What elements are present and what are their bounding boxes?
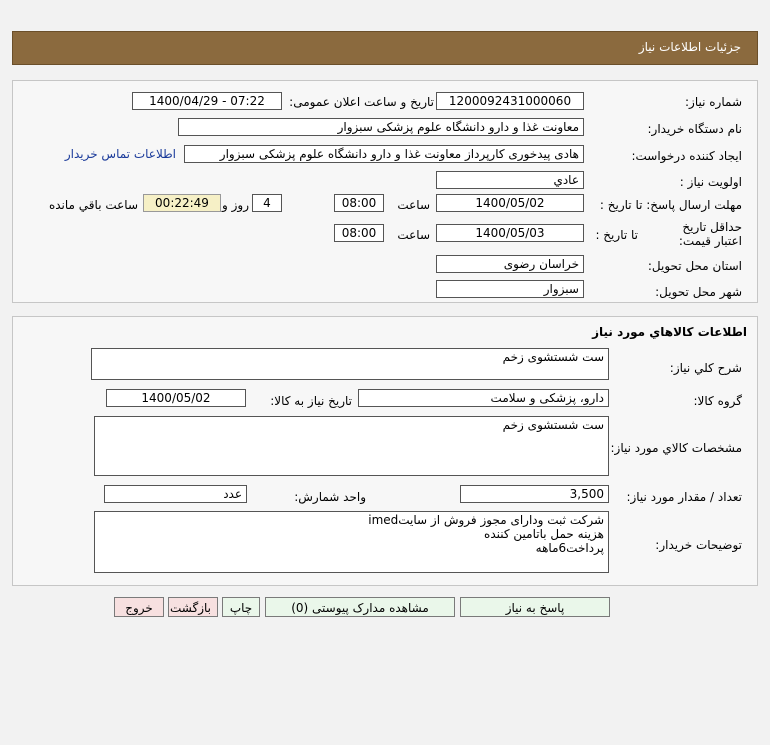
specs-label: مشخصات كالاي مورد نياز: [610, 441, 742, 455]
city-label: شهر محل تحویل: [655, 285, 742, 299]
price-validity-label [652, 220, 742, 248]
unit-label: واحد شمارش: [294, 490, 366, 504]
price-date-field: 1400/05/03 [436, 224, 584, 242]
priority-label: اولویت نیاز : [679, 175, 742, 189]
requester-label: ایجاد کننده درخواست: [631, 149, 742, 163]
need-number-field: 1200092431000060 [436, 92, 584, 110]
reply-time-field: 08:00 [334, 194, 384, 212]
specs-field: ست شستشوی زخم [94, 416, 609, 476]
quantity-label: تعداد / مقدار مورد نیاز: [626, 490, 742, 504]
goods-section-title: اطلاعات كالاهاي مورد نياز [592, 325, 747, 339]
province-field: خراسان رضوی [436, 255, 584, 273]
days-label: روز و [222, 198, 249, 212]
price-time-field: 08:00 [334, 224, 384, 242]
city-field: سبزوار [436, 280, 584, 298]
need-info-panel [12, 80, 758, 303]
price-to-date-label: تا تاریخ : [595, 228, 638, 242]
remaining-days-field: 4 [252, 194, 282, 212]
buyer-notes-label: توضیحات خریدار: [655, 538, 742, 552]
price-validity-text: حداقل تاریخ اعتبار قیمت: [678, 220, 742, 248]
need-date-label: تاریخ نیاز به کالا: [270, 394, 352, 408]
requester-field: هادی پیدخوری کارپرداز معاونت غذا و دارو دانشگاه علوم پزشکی سبزوار [184, 145, 584, 163]
remaining-time-field: 00:22:49 [143, 194, 221, 212]
buyer-org-field: معاونت غذا و دارو دانشگاه علوم پزشکی سبزوار [178, 118, 584, 136]
exit-button[interactable]: خروج [114, 597, 164, 617]
quantity-value: 3,500 [569, 487, 604, 501]
province-label: استان محل تحویل: [647, 259, 742, 273]
need-number-label: شماره نیاز: [685, 95, 742, 109]
need-date-field: 1400/05/02 [106, 389, 246, 407]
priority-field: عادي [436, 171, 584, 189]
summary-field: ست شستشوی زخم [91, 348, 609, 380]
reply-time-label: ساعت [397, 198, 430, 212]
view-attachments-button[interactable]: مشاهده مدارک پیوستی (0) [265, 597, 455, 617]
page-header [12, 31, 758, 65]
goods-group-label: گروه كالا: [693, 394, 742, 408]
buyer-org-label: نام دستگاه خریدار: [647, 122, 742, 136]
price-time-label: ساعت [397, 228, 430, 242]
page-title: جزئیات اطلاعات نیاز [638, 40, 741, 54]
quantity-field [460, 485, 609, 503]
reply-deadline-label: مهلت ارسال پاسخ: تا تاریخ : [599, 198, 742, 212]
back-button[interactable]: بازگشت [168, 597, 218, 617]
announce-datetime-label: تاریخ و ساعت اعلان عمومی: [289, 95, 434, 109]
unit-field: عدد [104, 485, 247, 503]
reply-date-field: 1400/05/02 [436, 194, 584, 212]
buyer-contact-link[interactable]: اطلاعات تماس خریدار [64, 147, 176, 161]
buyer-notes-field: شرکت ثبت ودارای مجوز فروش از سایتimed هزینه حمل باتامین کننده پرداخت6ماهه [94, 511, 609, 573]
goods-group-field: دارو، پزشکی و سلامت [358, 389, 609, 407]
remaining-label: ساعت باقي مانده [48, 198, 138, 212]
print-button[interactable]: چاپ [222, 597, 260, 617]
summary-label: شرح كلي نياز: [669, 361, 742, 375]
reply-button[interactable]: پاسخ به نیاز [460, 597, 610, 617]
announce-datetime-field: 1400/04/29 - 07:22 [132, 92, 282, 110]
